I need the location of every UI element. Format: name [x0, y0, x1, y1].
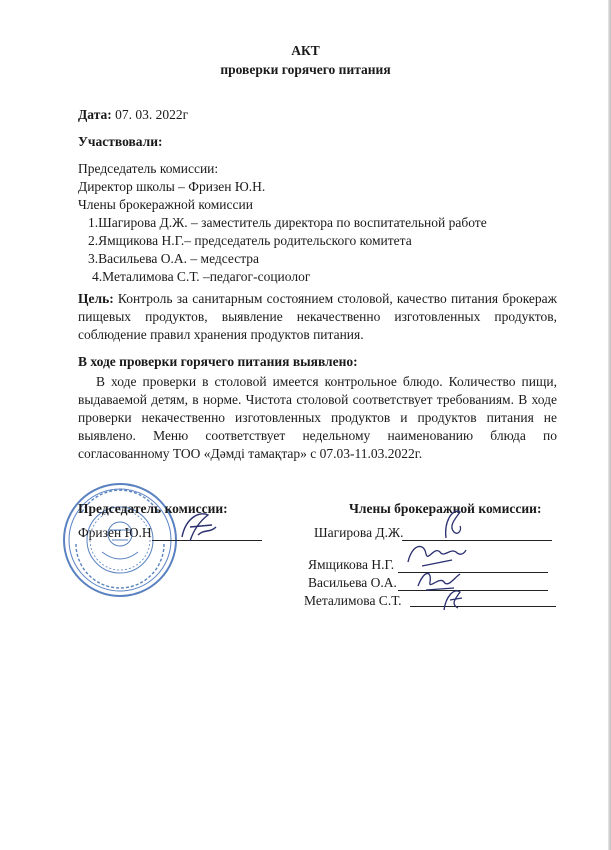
member-signature-name: Металимова С.Т.	[304, 593, 402, 608]
date-line	[78, 106, 188, 123]
director-line: Директор школы – Фризен Ю.Н.	[78, 179, 266, 194]
member-item: 3.Васильева О.А. – медсестра	[88, 251, 260, 266]
findings-heading: В ходе проверки горячего питания выявлено:	[78, 354, 358, 369]
doc-subtitle: проверки горячего питания	[220, 62, 391, 77]
member-signature-name: Васильева О.А.	[308, 575, 397, 590]
date-label: Дата:	[78, 107, 112, 122]
member-signature-line	[410, 606, 556, 607]
members-heading: Члены брокеражной комиссии	[78, 197, 253, 212]
member-item: 2.Ямщикова Н.Г.– председатель родительского комитета	[88, 233, 412, 248]
date-value: 07. 03. 2022г	[111, 107, 189, 122]
member-signature	[440, 584, 466, 614]
member-item: 1.Шагирова Д.Ж. – заместитель директора по воспитательной работе	[88, 215, 487, 230]
member-signature-name: Шагирова Д.Ж.	[314, 525, 404, 540]
doc-title: АКТ	[291, 43, 320, 58]
commission-chair-label: Председатель комиссии:	[78, 161, 219, 176]
goal-text: Контроль за санитарным состоянием столовой, качество питания брокераж пищевых продуктов, выявление некачественно изготовленных продуктов, соблюдение правил хранения продуктов питания.	[78, 291, 557, 342]
members-signature-heading: Члены брокеражной комиссии:	[349, 501, 542, 516]
goal-paragraph	[78, 290, 557, 344]
goal-label: Цель:	[78, 291, 114, 306]
chair-signature-name: Фризен Ю.Н	[78, 525, 152, 540]
chair-signature-heading: Председатель комиссии:	[78, 501, 228, 516]
findings-paragraph: В ходе проверки в столовой имеется контрольное блюдо. Количество пищи, выдаваемой детям, в норме. Чистота столовой соответствует требованиям. В ходе проверки некачественно изготовленных продуктов и продуктов питания не выявлено. Меню соответствует недельному наименованию блюда по согласованному ТОО «Дәмді тамақтар» с 07.03-11.03.2022г.	[78, 374, 557, 461]
member-item: 4.Металимова С.Т. –педагог-социолог	[92, 269, 311, 284]
chair-signature	[176, 507, 222, 547]
participants-heading: Участвовали:	[78, 134, 163, 149]
member-signature-name: Ямщикова Н.Г.	[308, 557, 395, 572]
